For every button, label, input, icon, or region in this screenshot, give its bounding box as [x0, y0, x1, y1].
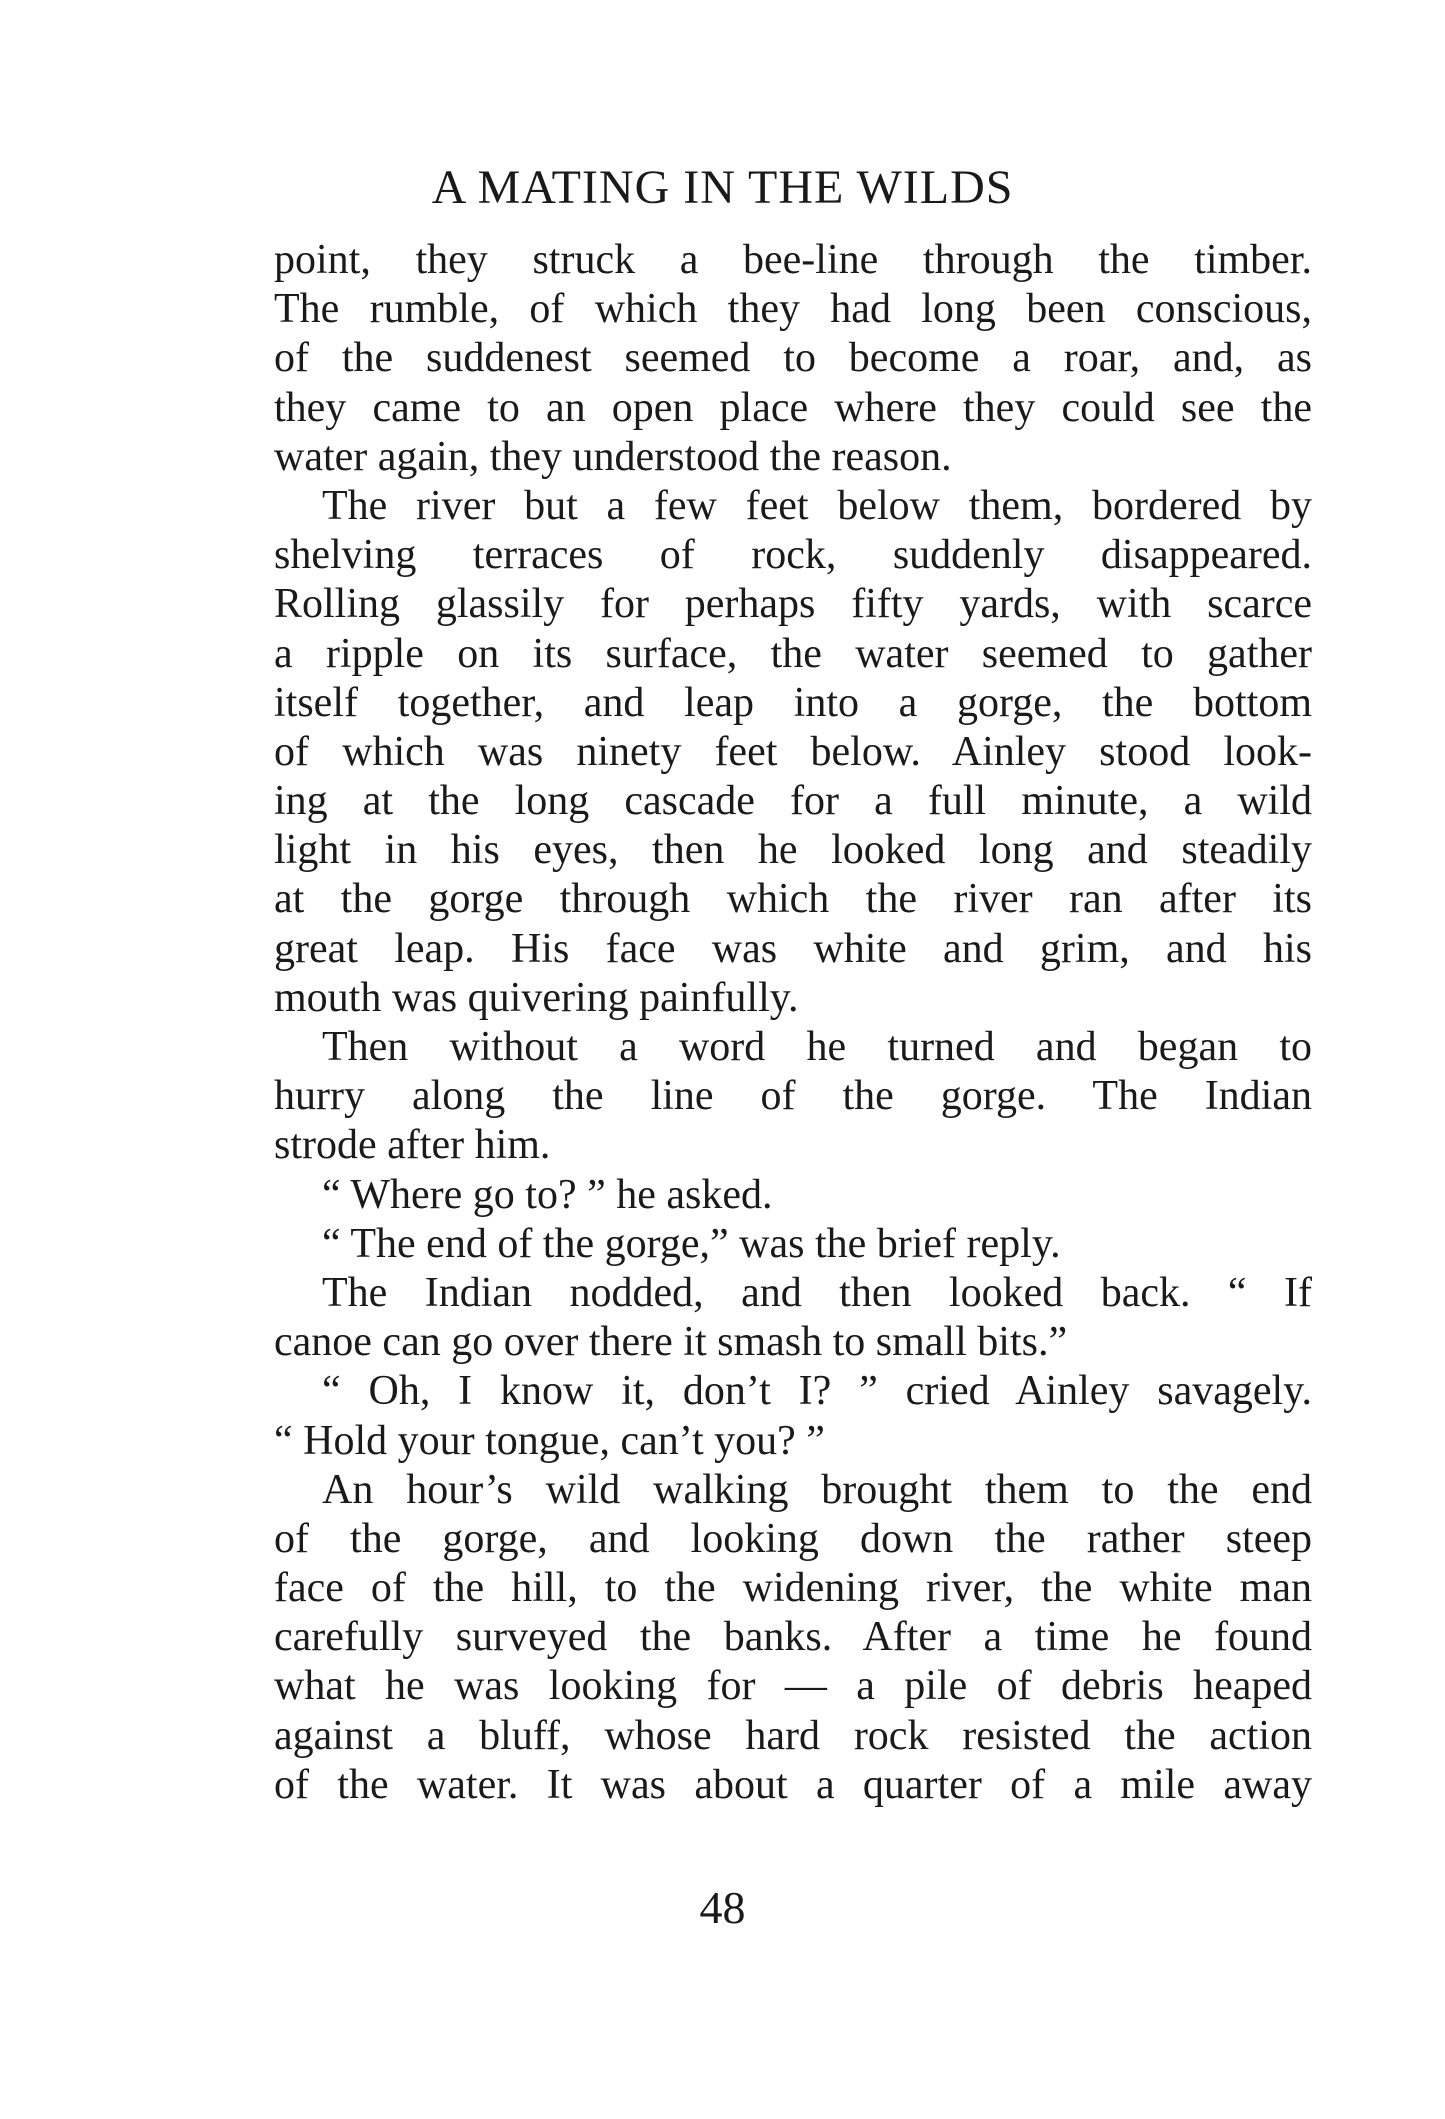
text-line: ing at the long cascade for a full minute, a wild — [274, 778, 1312, 825]
text-line: An hour’s wild walking brought them to the end — [322, 1466, 1312, 1513]
text-line: point, they struck a bee-line through the timber. — [274, 237, 1312, 283]
text-line: great leap. His face was white and grim, and his — [274, 925, 1312, 972]
text-line: The river but a few feet below them, bordered by — [322, 482, 1312, 529]
text-line: canoe can go over there it smash to small bits.” — [274, 1319, 1068, 1366]
text-line: at the gorge through which the river ran after its — [274, 876, 1312, 923]
text-line: of the gorge, and looking down the rather steep — [274, 1515, 1312, 1562]
text-line: face of the hill, to the widening river, the white man — [274, 1565, 1312, 1612]
text-line: a ripple on its surface, the water seemed to gather — [274, 630, 1312, 677]
text-line: against a bluff, whose hard rock resisted the action — [274, 1712, 1312, 1759]
text-line: carefully surveyed the banks. After a time he found — [274, 1614, 1312, 1661]
text-line: light in his eyes, then he looked long and steadily — [274, 827, 1312, 874]
body-text — [274, 236, 1312, 1810]
text-line: what he was looking for — a pile of debris heaped — [274, 1663, 1312, 1710]
text-line: itself together, and leap into a gorge, the bottom — [274, 679, 1312, 726]
text-line: Rolling glassily for perhaps fifty yards, with scarce — [274, 581, 1312, 628]
text-line: shelving terraces of rock, suddenly disappeared. — [274, 532, 1312, 579]
text-line: “ Oh, I know it, don’t I? ” cried Ainley savagely. — [322, 1368, 1312, 1415]
text-line: of which was ninety feet below. Ainley stood look- — [274, 728, 1312, 775]
text-line: they came to an open place where they could see the — [274, 384, 1312, 431]
text-line: “ The end of the gorge,” was the brief reply. — [322, 1220, 1061, 1267]
text-line: of the water. It was about a quarter of a mile away — [274, 1761, 1312, 1808]
text-line: Then without a word he turned and began to — [322, 1024, 1312, 1070]
text-line: “ Hold your tongue, can’t you? ” — [274, 1417, 825, 1464]
text-line: The rumble, of which they had long been conscious, — [274, 286, 1312, 333]
page-number: 48 — [699, 1882, 746, 1933]
text-line: mouth was quivering painfully. — [274, 974, 799, 1021]
text-line: The Indian nodded, and then looked back. “ If — [322, 1269, 1312, 1316]
running-head: A MATING IN THE WILDS — [431, 161, 1014, 214]
text-line: water again, they understood the reason. — [274, 433, 952, 480]
text-line: hurry along the line of the gorge. The Indian — [274, 1073, 1312, 1120]
text-line: “ Where go to? ” he asked. — [322, 1171, 773, 1218]
text-line: of the suddenest seemed to become a roar, and, as — [274, 335, 1312, 382]
text-line: strode after him. — [274, 1122, 551, 1169]
